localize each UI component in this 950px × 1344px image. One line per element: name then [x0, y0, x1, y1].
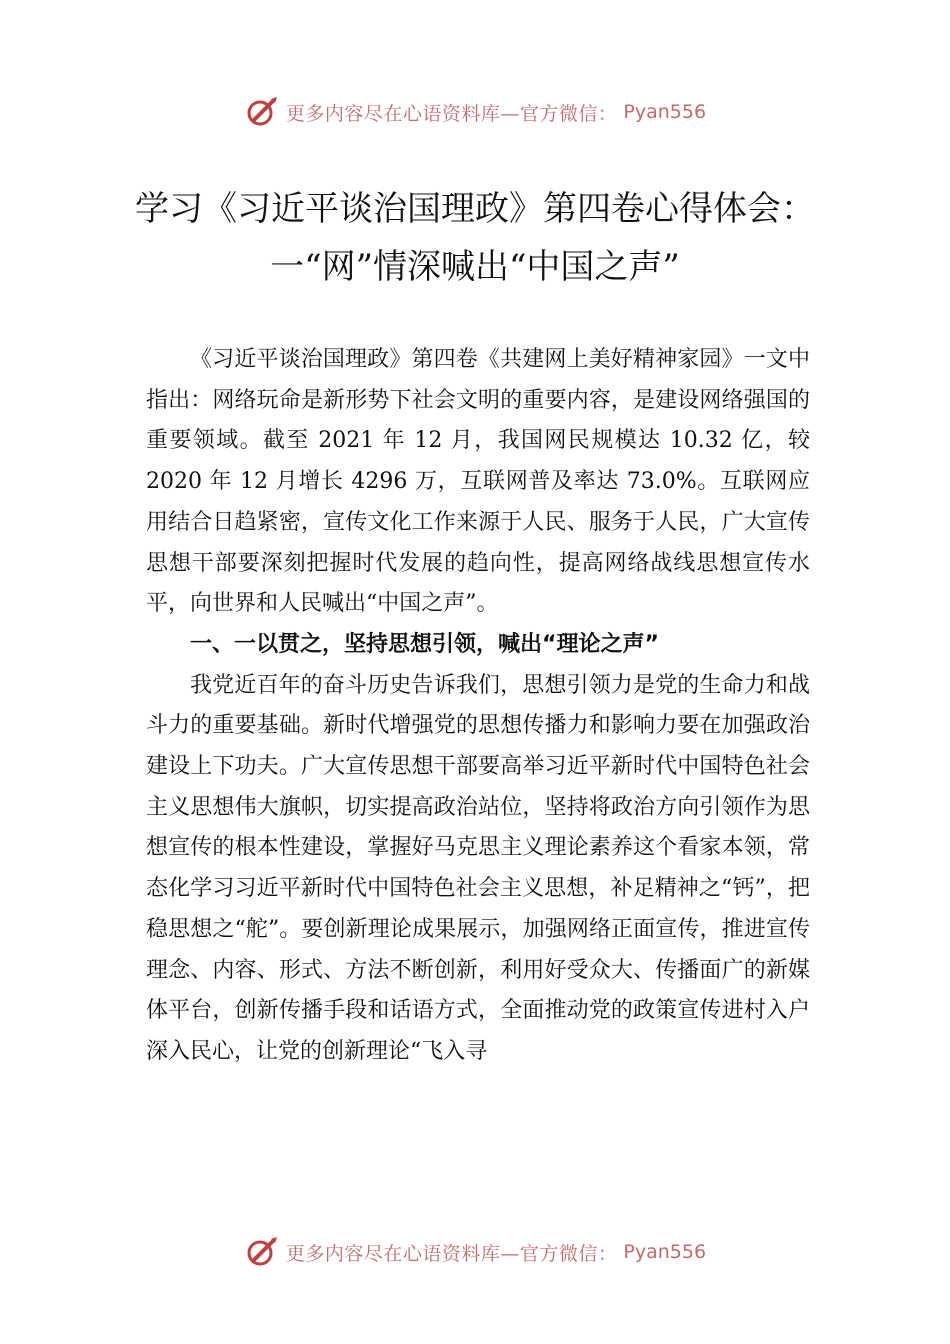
pen-logo-icon	[244, 1234, 280, 1270]
pen-logo-icon	[244, 94, 280, 130]
section-heading-1: 一、一以贯之，坚持思想引领，喊出“理论之声”	[190, 631, 659, 657]
paragraph-intro: 《习近平谈治国理政》第四卷《共建网上美好精神家园》一文中指出：网络玩命是新形势下社会文明的重要内容，是建设网络强国的重要领域。截至 2021 年 12 月，我国网民规模达 10.32 亿，较 2020 年 12 月增长 4296 万，互联网普及率达 73.0%。互联网应用结合日趋紧密，宣传文化工作来源于人民、服务于人民，广大宣传思想干部要深刻把握时代发展的趋向性，提高网络战线思想宣传水平，向世界和人民喊出“中国之声”。	[146, 347, 810, 617]
watermark-id: Pyan556	[623, 101, 707, 123]
paragraph-section-1: 我党近百年的奋斗历史告诉我们，思想引领力是党的生命力和战斗力的重要基础。新时代增强党的思想传播力和影响力要在加强政治建设上下功夫。广大宣传思想干部要高举习近平新时代中国特色社会主义思想伟大旗帜，切实提高政治站位，坚持将政治方向引领作为思想宣传的根本性建设，掌握好马克思主义理论素养这个看家本领，常态化学习习近平新时代中国特色社会主义思想，补足精神之“钙”，把稳思想之“舵”。要创新理论成果展示，加强网络正面宣传，推进宣传理念、内容、形式、方法不断创新，利用好受众大、传播面广的新媒体平台，创新传播手段和话语方式，全面推动党的政策宣传进村入户深入民心，让党的创新理论“飞入寻	[146, 672, 810, 1064]
watermark-text: 更多内容尽在心语资料库—官方微信：	[285, 1242, 618, 1265]
header-watermark	[0, 92, 950, 132]
document-title: 学习《习近平谈治国理政》第四卷心得体会：一“网”情深喊出“中国之声”	[135, 189, 815, 287]
watermark-text: 更多内容尽在心语资料库—官方微信：	[285, 102, 618, 125]
watermark-id: Pyan556	[623, 1241, 707, 1263]
document-body	[146, 340, 810, 1073]
footer-watermark	[0, 1232, 950, 1272]
